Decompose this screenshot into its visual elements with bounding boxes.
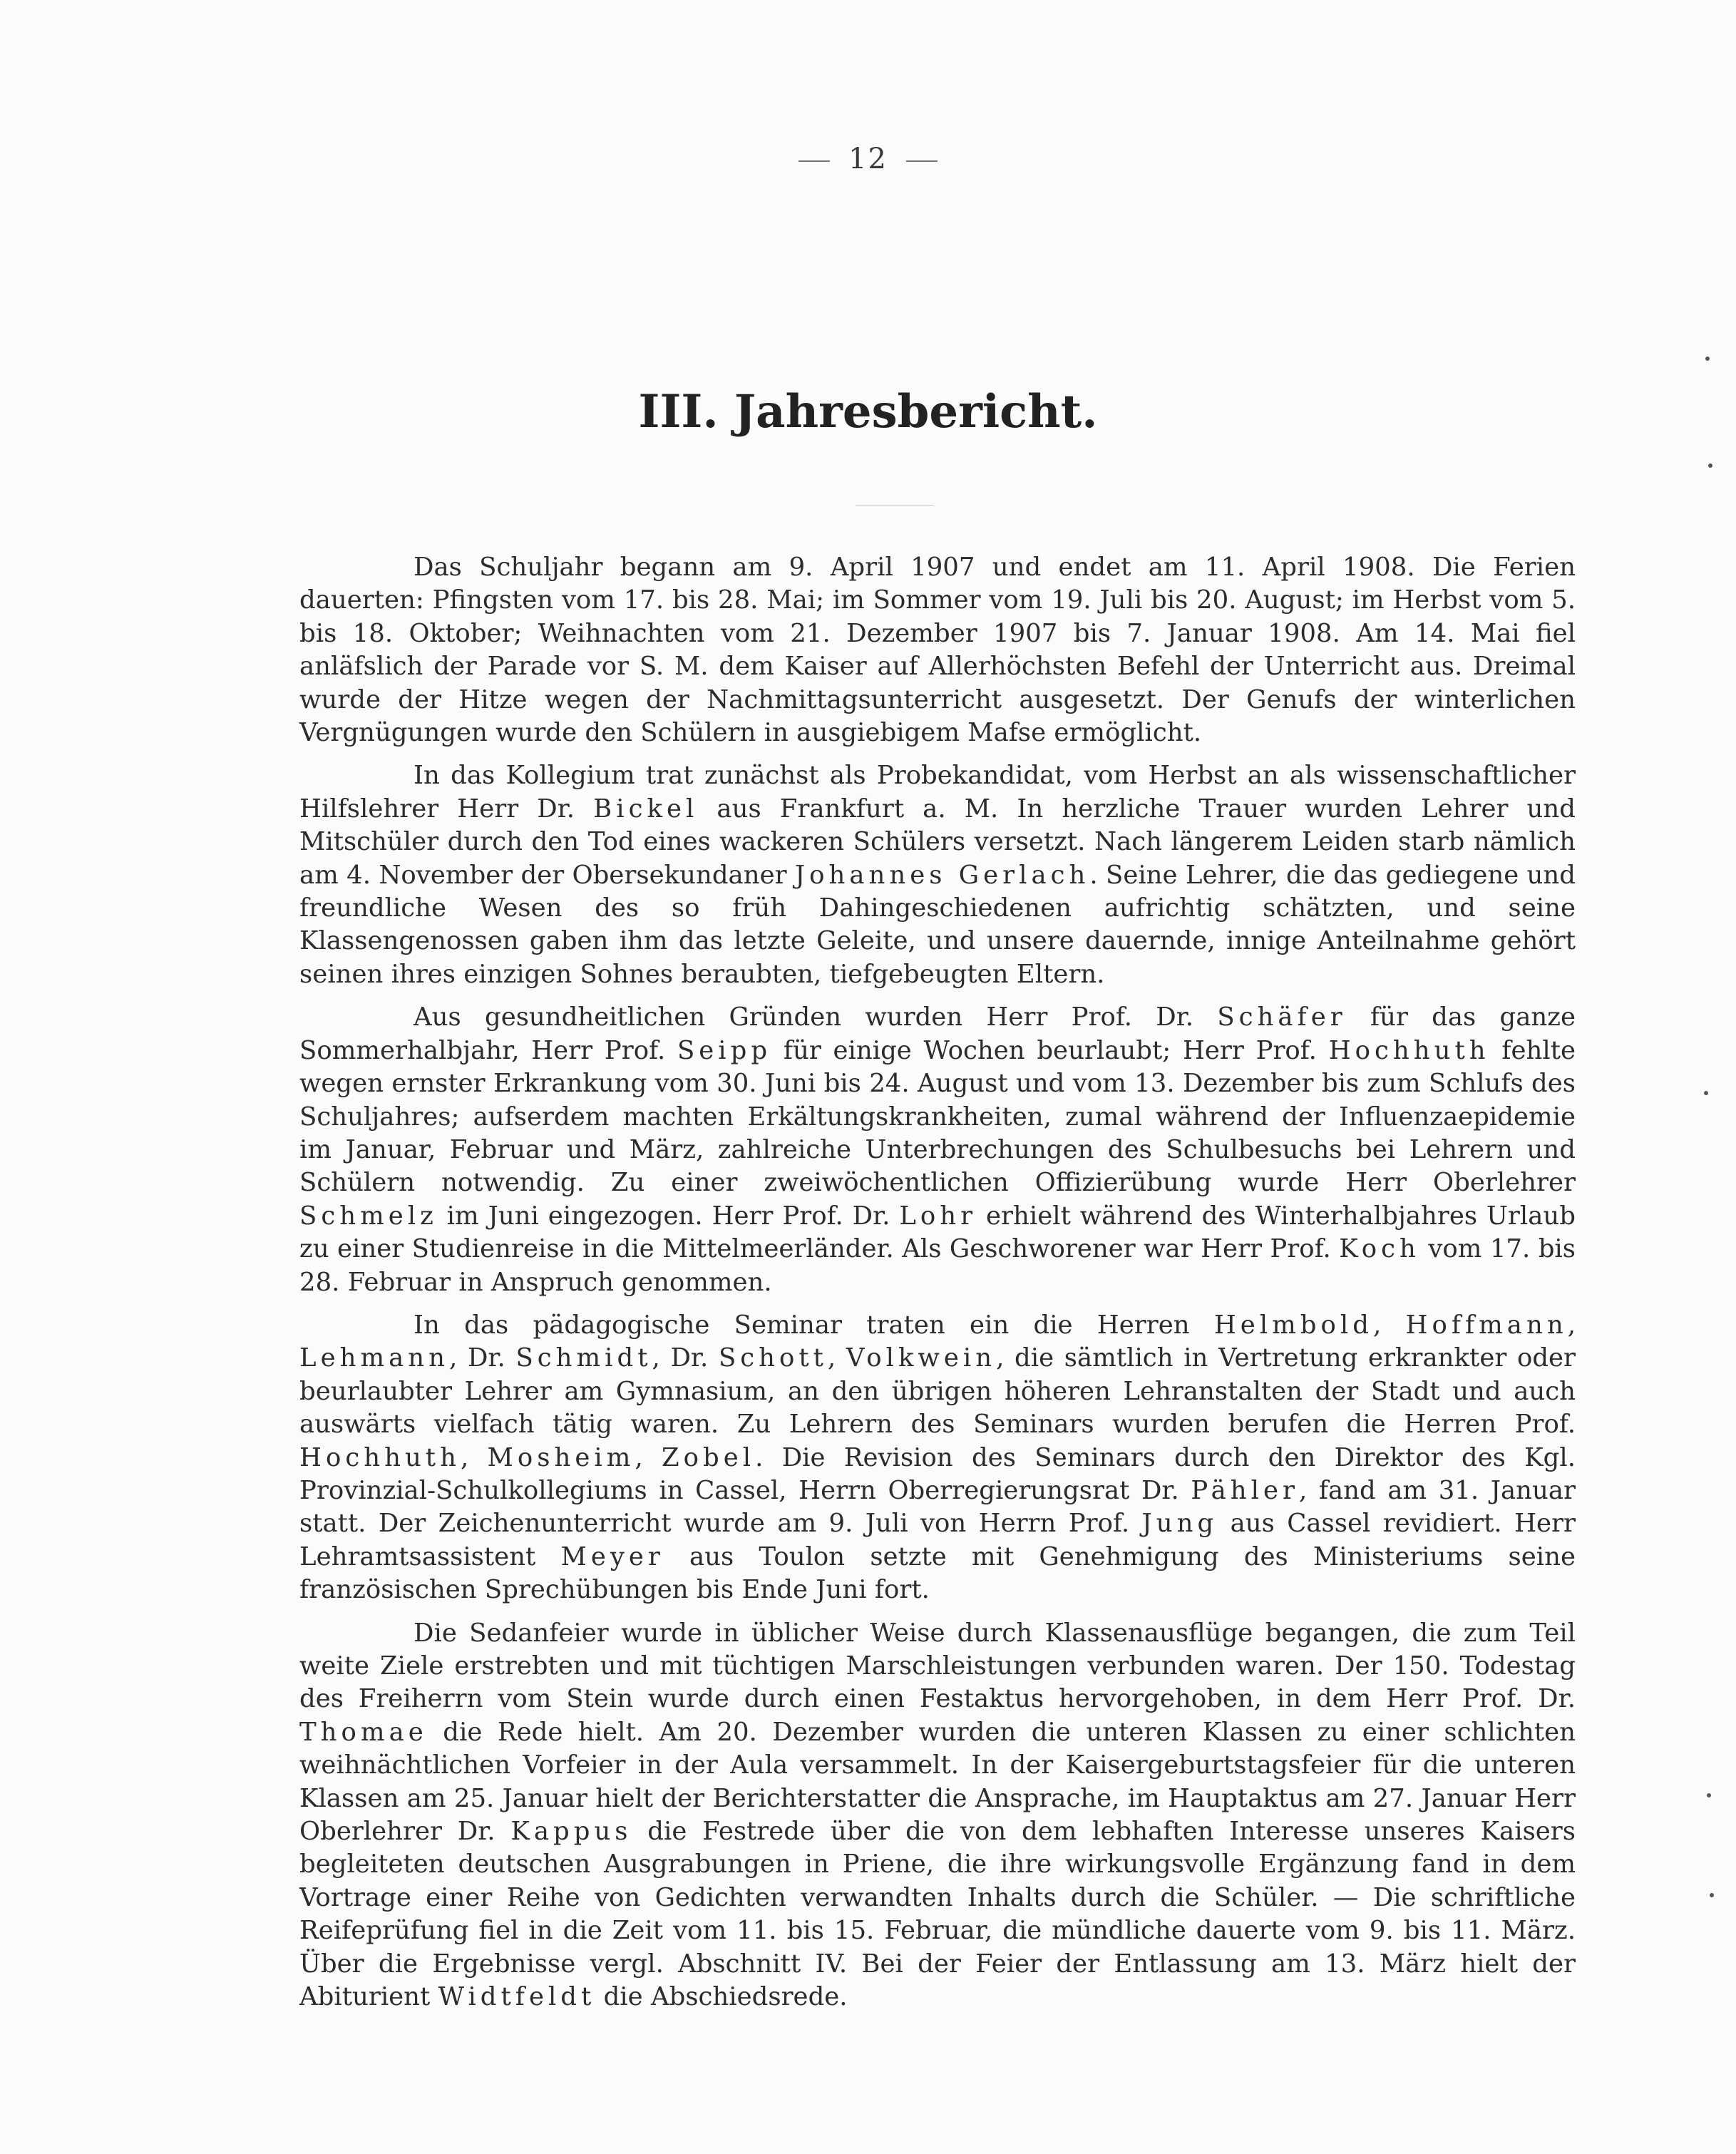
text-run: die Abschiedsrede. [595, 1982, 848, 2012]
text-run: , Dr. [449, 1343, 516, 1373]
person-name: Schmidt [515, 1343, 652, 1373]
text-run: , fand am 31. Januar statt. Der Zeichenunterricht wurde am 9. Juli von Herrn Prof. [299, 1475, 1576, 1539]
text-run: Die Sedanfeier wurde in üblicher Weise durch Klassenausflüge begangen, die zum Teil weite Ziele erstrebten und mit tüchtigen Marschleistungen verbunden waren. Der 150. Todestag des Freiherrn vom Stein wurde durch einen Festaktus hervorgehoben, in dem Herr Prof. Dr. [299, 1618, 1576, 1714]
chapter-title: III. Jahresbericht. [638, 385, 1098, 439]
margin-speck [1704, 1091, 1708, 1095]
text-run: . Seine Lehrer, die das gediegene und freundliche Wesen des so früh Dahingeschiedenen aufrichtig schätzten, und seine Klassengenossen gaben ihm das letzte Geleite, und unsere dauernde, innige Anteilnahme gehört seinen ihres einzigen Sohnes beraubten, tiefgebeugten Eltern. [299, 860, 1576, 989]
text-run: , [827, 1343, 846, 1373]
page-number [0, 143, 1736, 175]
margin-speck [1705, 357, 1710, 361]
text-run: die Rede hielt. Am 20. Dezember wurden die unteren Klassen zu einer schlichten weihnächtlichen Vorfeier in der Aula versammelt. In der Kaisergeburtstagsfeier für die unteren Klassen am 25. Januar hielt der Berichterstatter die Ansprache, im Hauptaktus am 27. Januar Herr Oberlehrer Dr. [299, 1717, 1576, 1847]
page-number-text: 12 [848, 143, 888, 175]
text-run: , [460, 1442, 488, 1472]
person-name: Pähler [1191, 1475, 1299, 1505]
person-name: Koch [1339, 1234, 1420, 1264]
text-run: , [635, 1442, 662, 1472]
text-run: für das ganze Sommerhalbjahr, Herr Prof. [299, 1002, 1576, 1065]
person-name: Seipp [677, 1035, 772, 1065]
right-dash [906, 160, 938, 162]
margin-speck [1710, 1893, 1714, 1897]
text-run: aus Toulon setzte mit Genehmigung des Ministeriums seine französischen Sprechübungen bis Ende Juni fort. [299, 1542, 1576, 1605]
margin-speck [1708, 463, 1712, 468]
person-name: Thomae [299, 1717, 428, 1747]
text-run: fehlte wegen ernster Erkrankung vom 30. Juni bis 24. August und vom 13. Dezember bis zum Schlufs des Schuljahres; aufserdem machten Erkältungskrankheiten, zumal während der Influenzaepidemie im Januar, Februar und März, zahlreiche Unterbrechungen des Schulbesuchs bei Lehrern und Schülern notwendig. Zu einer zweiwöchentlichen Offizierübung wurde Herr Oberlehrer [299, 1035, 1576, 1198]
person-name: Schmelz [299, 1201, 438, 1231]
margin-speck [1707, 1793, 1711, 1797]
text-run: die Festrede über die von dem lebhaften Interesse unseres Kaisers begleiteten deutschen Ausgrabungen in Priene, die ihre wirkungsvolle Ergänzung fand in dem Vortrage einer Reihe von Gedichten verwandten Inhalts durch die Schüler. — Die schriftliche Reifeprüfung fiel in die Zeit vom 11. bis 15. Februar, die mündliche dauerte vom 9. bis 11. März. Über die Ergebnisse vergl. Abschnitt IV. Bei der Feier der Entlassung am 13. März hielt der Abiturient [299, 1817, 1576, 2012]
text-run: aus Cassel revidiert. Herr Lehramtsassistent [299, 1509, 1576, 1571]
text-run: Aus gesundheitlichen Gründen wurden Herr Prof. Dr. [414, 1002, 1218, 1032]
text-run: erhielt während des Winterhalbjahres Urlaub zu einer Studienreise in die Mittelmeerländer. Als Geschworener war Herr Prof. [299, 1201, 1576, 1264]
person-name: Meyer [560, 1542, 664, 1571]
person-name: Volkwein [846, 1343, 997, 1373]
left-dash [798, 160, 830, 162]
text-run: Das Schuljahr begann am 9. April 1907 und endet am 11. April 1908. Die Ferien dauerten: Pfingsten vom 17. bis 28. Mai; im Sommer vom 19. Juli bis 20. August; im Herbst vom 5. bis 18. Oktober; Weihnachten vom 21. Dezember 1907 bis 7. Januar 1908. Am 14. Mai fiel anläfslich der Parade vor S. M. dem Kaiser auf Allerhöchsten Befehl der Unterricht aus. Dreimal wurde der Hitze wegen der Nachmittagsunterricht ausgesetzt. Der Genufs der winterlichen Vergnügungen wurde den Schülern in ausgiebigem Mafse ermöglicht. [299, 553, 1576, 748]
person-name: Helmbold [1213, 1310, 1373, 1340]
text-run: , [1372, 1310, 1406, 1340]
person-name: Lohr [899, 1201, 977, 1231]
person-name: Zobel [661, 1442, 756, 1472]
paragraph [299, 1309, 1576, 1607]
person-name: Lehmann [299, 1343, 450, 1373]
person-name: Kappus [510, 1817, 632, 1847]
text-run: im Juni eingezogen. Herr Prof. Dr. [437, 1201, 900, 1231]
body-text [299, 551, 1576, 2024]
person-name: Schott [718, 1343, 828, 1373]
text-run: In das pädagogische Seminar traten ein die Herren [414, 1310, 1214, 1340]
person-name: Schäfer [1217, 1002, 1347, 1032]
person-name: Bickel [593, 794, 699, 824]
paragraph [299, 1001, 1576, 1299]
person-name: Hochhuth [299, 1442, 461, 1472]
person-name: Jung [1141, 1509, 1218, 1539]
paragraph [299, 759, 1576, 991]
title-rule [856, 505, 934, 506]
text-run: vom 17. bis 28. Februar in Anspruch genommen. [299, 1234, 1576, 1297]
paragraph [299, 1617, 1576, 2014]
text-run: für einige Wochen beurlaubt; Herr Prof. [771, 1035, 1329, 1065]
person-name: Johannes Gerlach [794, 860, 1090, 890]
person-name: Mosheim [487, 1442, 635, 1472]
text-run: , die sämtlich in Vertretung erkrankter oder beurlaubter Lehrer am Gymnasium, an den übrigen höheren Lehranstalten der Stadt und auch auswärts vielfach tätig waren. Zu Lehrern des Seminars wurden berufen die Herren Prof. [299, 1343, 1576, 1440]
person-name: Widtfeldt [438, 1982, 596, 2012]
person-name: Hochhuth [1328, 1035, 1490, 1065]
text-run: , [1567, 1310, 1576, 1340]
text-run: , Dr. [652, 1343, 719, 1373]
person-name: Hoffmann [1405, 1310, 1568, 1340]
text-run: aus Frankfurt a. M. In herzliche Trauer wurden Lehrer und Mitschüler durch den Tod eines wackeren Schülers versetzt. Nach längerem Leiden starb nämlich am 4. November der Obersekundaner [299, 794, 1576, 890]
text-run: . Die Revision des Seminars durch den Direktor des Kgl. Provinzial-Schulkollegiums in Cassel, Herrn Oberregierungsrat Dr. [299, 1442, 1576, 1505]
paragraph [299, 551, 1576, 749]
text-run: In das Kollegium trat zunächst als Probekandidat, vom Herbst an als wissenschaftlicher Hilfslehrer Herr Dr. [299, 761, 1576, 824]
